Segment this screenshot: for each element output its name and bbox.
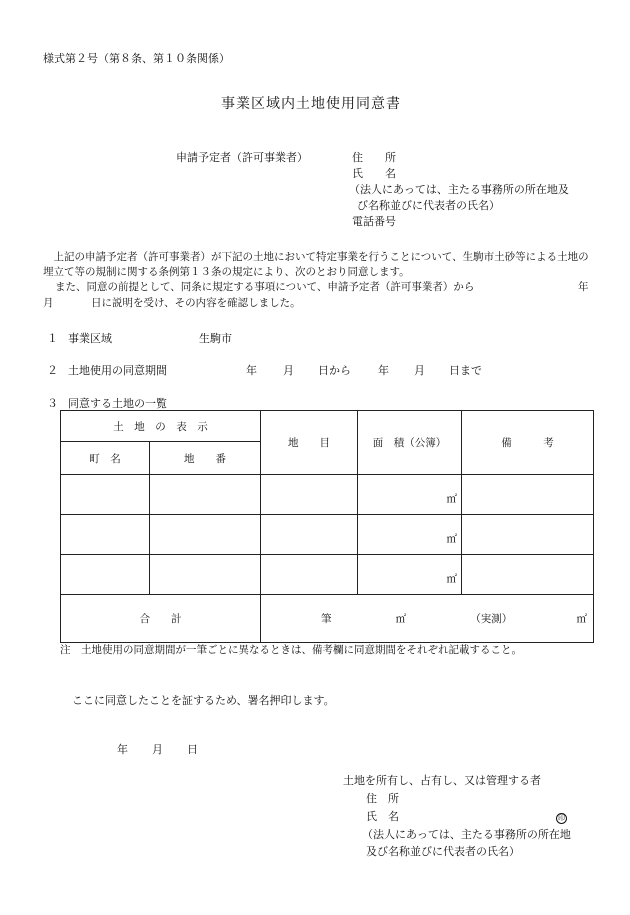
area-unit: ㎡ [446, 493, 457, 505]
total-values-cell[interactable] [261, 595, 594, 643]
explain-month: 月 [43, 297, 54, 309]
town-cell[interactable] [61, 515, 150, 555]
sign-date-year: 年 [117, 743, 128, 756]
remarks-cell[interactable] [462, 475, 594, 515]
total-label: 合 計 [61, 595, 261, 643]
town-cell[interactable] [61, 475, 150, 515]
remarks-cell[interactable] [462, 515, 594, 555]
land-category-cell[interactable] [261, 515, 358, 555]
owner-corp-note-2: 及び名称並びに代表者の氏名） [366, 845, 520, 858]
seal-mark: 印 [558, 814, 565, 822]
applicant-label: 申請予定者（許可事業者） [176, 151, 308, 164]
sign-date-month: 月 [152, 743, 163, 756]
header-area: 面 積（公簿） [358, 411, 462, 475]
remarks-cell[interactable] [462, 555, 594, 595]
period-start-day: 日から [318, 364, 351, 377]
measured-label: （実測） [470, 613, 513, 625]
period-end-year: 年 [378, 364, 389, 377]
item-1-number: １ [47, 332, 58, 345]
lot-number-cell[interactable] [150, 475, 261, 515]
item-2-number: ２ [47, 364, 58, 377]
certification-text: ここに同意したことを証するため、署名押印します。 [72, 694, 335, 707]
table-row [61, 475, 594, 515]
item-3-number: ３ [47, 397, 58, 410]
applicant-corp-note-1: （法人にあっては、主たる事務所の所在地及 [349, 183, 569, 196]
total-area-unit: ㎡ [395, 613, 407, 625]
header-remarks: 備 考 [462, 411, 594, 475]
applicant-corp-note-2: び名称並びに代表者の氏名） [357, 199, 500, 212]
table-row [61, 515, 594, 555]
area-cell[interactable] [358, 515, 462, 555]
item-3-label: 同意する土地の一覧 [68, 397, 167, 410]
land-list-table [60, 410, 594, 643]
owner-address-label: 住 所 [366, 792, 399, 805]
table-total-row [61, 595, 594, 643]
consent-paragraph-1: 上記の申請予定者（許可事業者）が下記の土地において特定事業を行うことについて、生駒市土砂等による土地の埋立て等の規制に関する条例第１３条の規定により、次のとおり同意します。 [43, 251, 589, 278]
land-category-cell[interactable] [261, 555, 358, 595]
area-cell[interactable] [358, 475, 462, 515]
area-unit: ㎡ [446, 533, 457, 545]
header-town: 町 名 [61, 442, 150, 475]
header-lot-number: 地 番 [150, 442, 261, 475]
applicant-name-label: 氏 名 [352, 167, 396, 180]
item-2-label: 土地使用の同意期間 [68, 364, 167, 377]
header-land-category: 地 目 [261, 411, 358, 475]
header-land-display: 土 地 の 表 示 [61, 411, 261, 442]
item-1-value: 生駒市 [199, 332, 232, 345]
table-note: 注 土地使用の同意期間が一筆ごとに異なるときは、備考欄に同意期間をそれぞれ記載すること。 [60, 644, 522, 656]
period-start-month: 月 [283, 364, 294, 377]
applicant-phone-label: 電話番号 [352, 215, 396, 228]
lot-number-cell[interactable] [150, 515, 261, 555]
item-1-label: 事業区域 [68, 332, 112, 345]
applicant-address-label: 住 所 [352, 151, 396, 164]
owner-heading: 土地を所有し、占有し、又は管理する者 [343, 774, 541, 787]
land-category-cell[interactable] [261, 475, 358, 515]
table-header-row [61, 411, 594, 442]
table-row [61, 555, 594, 595]
area-cell[interactable] [358, 555, 462, 595]
measured-area-unit: ㎡ [576, 613, 587, 625]
consent-paragraph-2: また、同意の前提として、同条に規定する事項について、申請予定者（許可事業者）から [55, 281, 475, 293]
town-cell[interactable] [61, 555, 150, 595]
document-title: 事業区域内土地使用同意書 [221, 96, 401, 112]
period-start-year: 年 [246, 364, 257, 377]
owner-name-label: 氏 名 [366, 810, 399, 823]
parcel-count-unit: 筆 [321, 613, 332, 625]
lot-number-cell[interactable] [150, 555, 261, 595]
period-end-month: 月 [414, 364, 425, 377]
area-unit: ㎡ [446, 573, 457, 585]
sign-date-day: 日 [187, 743, 198, 756]
period-end-day: 日まで [449, 364, 482, 377]
consent-paragraph-2-end: 日に説明を受け、その内容を確認しました。 [91, 297, 301, 309]
explain-year: 年 [578, 281, 589, 293]
owner-corp-note-1: （法人にあっては、主たる事務所の所在地 [362, 828, 571, 841]
form-number: 様式第２号（第８条、第１０条関係） [43, 52, 230, 65]
